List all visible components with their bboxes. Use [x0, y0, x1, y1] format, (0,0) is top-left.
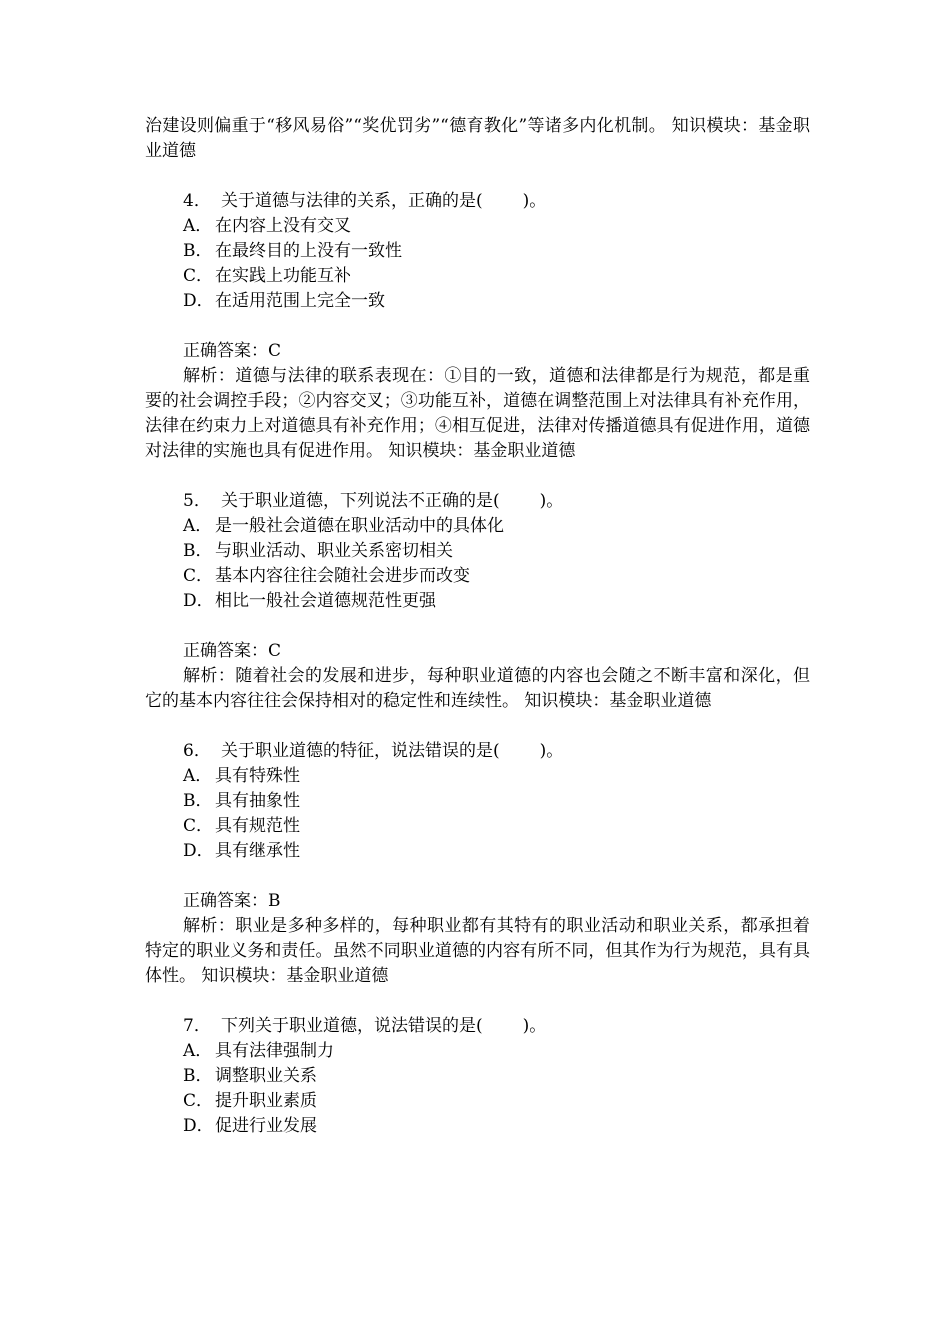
question-number: 6．: [183, 741, 211, 761]
analysis-paragraph: 解析：职业是多种多样的，每种职业都有其特有的职业活动和职业关系，都承担着特定的职业义务和责任。虽然不同职业道德的内容有所不同，但其作为行为规范，具有具体性。 知识模块：基金职业道德: [145, 916, 810, 986]
option-text: 在适用范围上完全一致: [215, 291, 385, 311]
spacer: [145, 464, 810, 489]
option-text: 在最终目的上没有一致性: [215, 241, 402, 261]
question-block-7: [145, 1014, 810, 1139]
option-letter: C．: [183, 1091, 214, 1111]
option-text: 在内容上没有交叉: [215, 216, 351, 236]
option-text: 提升职业素质: [215, 1091, 317, 1111]
question-number: 7．: [183, 1016, 211, 1036]
question-block-4: [145, 189, 810, 464]
correct-answer: 正确答案：C: [183, 641, 282, 661]
question-text: 下列关于职业道德，说法错误的是(: [221, 1016, 483, 1036]
option-b: [145, 539, 810, 564]
option-c: [145, 264, 810, 289]
intro-paragraph: 治建设则偏重于“移风易俗”“奖优罚劣”“德育教化”等诸多内化机制。 知识模块：基金职业道德: [145, 116, 810, 161]
option-b: [145, 789, 810, 814]
question-text-end: )。: [522, 1016, 547, 1036]
option-letter: C．: [183, 816, 214, 836]
option-letter: B．: [183, 541, 213, 561]
option-letter: D．: [183, 841, 214, 861]
question-stem: [145, 739, 810, 764]
option-d: [145, 1114, 810, 1139]
option-d: [145, 589, 810, 614]
option-letter: A．: [183, 516, 213, 536]
option-letter: B．: [183, 791, 213, 811]
spacer: [145, 989, 810, 1014]
option-text: 在实践上功能互补: [215, 266, 351, 286]
option-letter: A．: [183, 766, 213, 786]
option-letter: D．: [183, 291, 214, 311]
option-d: [145, 289, 810, 314]
analysis-paragraph: 解析：随着社会的发展和进步，每种职业道德的内容也会随之不断丰富和深化，但它的基本内容往往会保持相对的稳定性和连续性。 知识模块：基金职业道德: [145, 666, 810, 711]
option-d: [145, 839, 810, 864]
option-a: [145, 514, 810, 539]
spacer: [145, 714, 810, 739]
option-text: 调整职业关系: [215, 1066, 317, 1086]
option-c: [145, 564, 810, 589]
option-text: 与职业活动、职业关系密切相关: [215, 541, 453, 561]
option-text: 具有特殊性: [215, 766, 300, 786]
question-text-end: )。: [539, 491, 564, 511]
option-letter: D．: [183, 591, 214, 611]
option-a: [145, 214, 810, 239]
option-letter: C．: [183, 566, 214, 586]
option-c: [145, 814, 810, 839]
option-b: [145, 1064, 810, 1089]
spacer: [145, 614, 810, 639]
question-stem: [145, 1014, 810, 1039]
option-a: [145, 764, 810, 789]
question-number: 5．: [183, 491, 211, 511]
option-letter: D．: [183, 1116, 214, 1136]
question-text-end: )。: [539, 741, 564, 761]
option-letter: C．: [183, 266, 214, 286]
option-text: 具有法律强制力: [215, 1041, 334, 1061]
question-block-6: [145, 739, 810, 989]
correct-answer: 正确答案：C: [183, 341, 282, 361]
option-text: 促进行业发展: [215, 1116, 317, 1136]
question-text-end: )。: [522, 191, 547, 211]
question-stem: [145, 189, 810, 214]
option-letter: B．: [183, 1066, 213, 1086]
option-letter: B．: [183, 241, 213, 261]
question-text: 关于道德与法律的关系，正确的是(: [221, 191, 483, 211]
spacer: [145, 864, 810, 889]
spacer: [145, 314, 810, 339]
option-b: [145, 239, 810, 264]
option-text: 具有抽象性: [215, 791, 300, 811]
question-text: 关于职业道德，下列说法不正确的是(: [221, 491, 500, 511]
option-letter: A．: [183, 216, 213, 236]
option-letter: A．: [183, 1041, 213, 1061]
question-number: 4．: [183, 191, 211, 211]
option-text: 是一般社会道德在职业活动中的具体化: [215, 516, 504, 536]
document-page: [145, 114, 810, 1139]
analysis-paragraph: 解析：道德与法律的联系表现在：①目的一致，道德和法律都是行为规范，都是重要的社会调控手段；②内容交叉；③功能互补，道德在调整范围上对法律具有补充作用，法律在约束力上对道德具有补充作用；④相互促进，法律对传播道德具有促进作用，道德对法律的实施也具有促进作用。 知识模块：基金职业道德: [145, 366, 810, 461]
option-c: [145, 1089, 810, 1114]
question-stem: [145, 489, 810, 514]
option-text: 具有规范性: [215, 816, 300, 836]
option-text: 相比一般社会道德规范性更强: [215, 591, 436, 611]
question-block-5: [145, 489, 810, 714]
option-text: 基本内容往往会随社会进步而改变: [215, 566, 470, 586]
option-a: [145, 1039, 810, 1064]
question-text: 关于职业道德的特征，说法错误的是(: [221, 741, 500, 761]
spacer: [145, 164, 810, 189]
correct-answer: 正确答案：B: [183, 891, 281, 911]
option-text: 具有继承性: [215, 841, 300, 861]
